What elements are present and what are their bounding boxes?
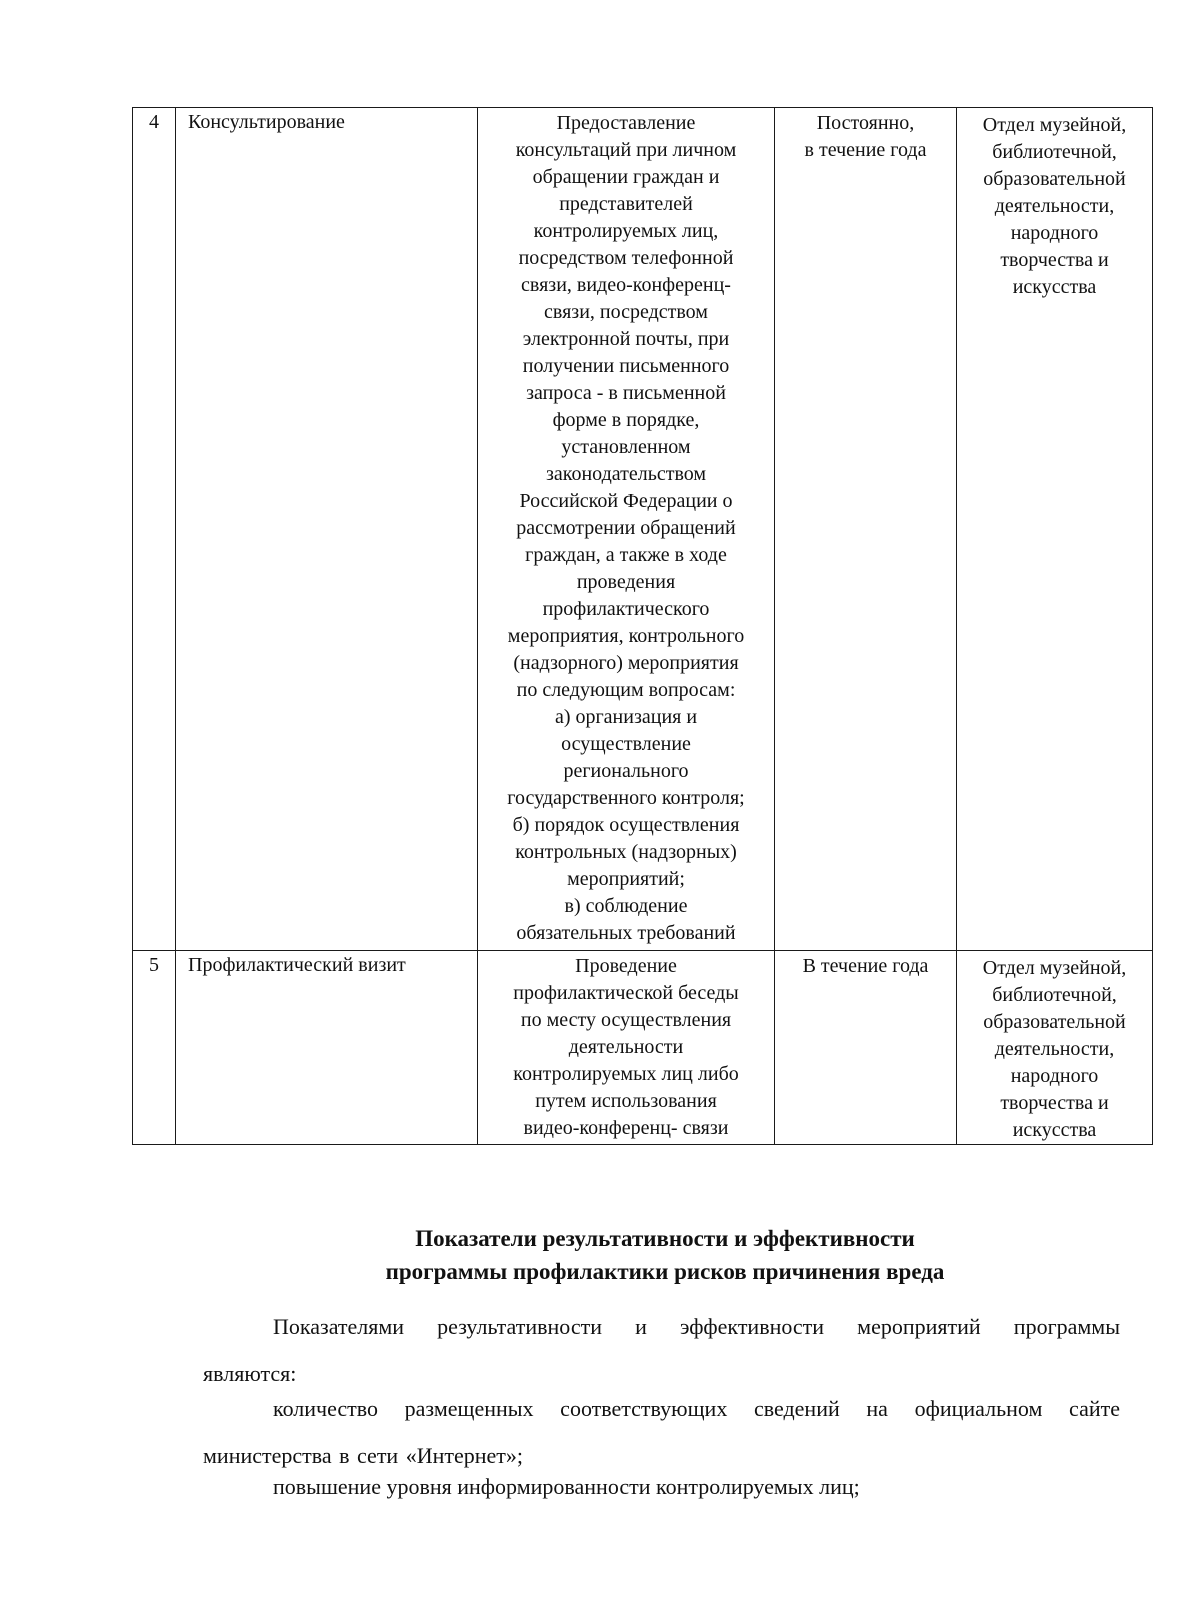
activity-name-cell: Профилактический визит xyxy=(176,951,478,1145)
cell-text-line: установленном xyxy=(561,436,691,458)
cell-text-line: (надзорного) мероприятия xyxy=(513,652,739,674)
cell-text-line: Российской Федерации о xyxy=(519,490,733,512)
cell-text-line: посредством телефонной xyxy=(518,247,734,269)
responsible-department-cell xyxy=(957,951,1153,1145)
activity-description-cell xyxy=(478,951,775,1145)
cell-text-line: Отдел музейной, xyxy=(982,114,1127,136)
cell-text-line: законодательством xyxy=(545,463,707,485)
responsible-department-cell xyxy=(957,108,1153,951)
cell-text-line: по следующим вопросам: xyxy=(516,679,736,701)
activity-timing-cell xyxy=(775,108,957,951)
section-heading-line-2: программы профилактики рисков причинения вреда xyxy=(385,1259,945,1284)
cell-text-line: образовательной xyxy=(983,168,1126,190)
cell-text-line: мероприятий; xyxy=(567,868,685,890)
cell-text-line: мероприятия, контрольного xyxy=(507,625,745,647)
cell-text-line: народного xyxy=(1010,1065,1099,1087)
row-number-cell: 5 xyxy=(133,951,176,1145)
cell-text-line: контролируемых лиц либо xyxy=(513,1063,739,1085)
cell-text-line: искусства xyxy=(1012,1119,1097,1141)
cell-text-line: представителей xyxy=(559,193,693,215)
cell-text-line: в течение года xyxy=(804,139,927,161)
section-heading xyxy=(200,1222,1130,1288)
activities-table xyxy=(132,107,1153,1145)
cell-text-line: рассмотрении обращений xyxy=(516,517,736,539)
cell-text-line: получении письменного xyxy=(522,355,730,377)
cell-text-line: Предоставление xyxy=(556,112,696,134)
cell-text-line: контролируемых лиц, xyxy=(533,220,719,242)
cell-text-line: профилактического xyxy=(542,598,710,620)
cell-text-line: библиотечной, xyxy=(992,141,1117,163)
cell-text-line: образовательной xyxy=(983,1011,1126,1033)
activity-name-cell: Консультирование xyxy=(176,108,478,951)
cell-text-line: связи, видео-конференц- xyxy=(521,274,731,296)
cell-text-line: консультаций при личном xyxy=(515,139,737,161)
cell-text-line: творчества и xyxy=(1000,249,1109,271)
cell-text-line: по месту осуществления xyxy=(520,1009,732,1031)
cell-text-line: обязательных требований xyxy=(516,922,736,944)
cell-text-line: видео-конференц- связи xyxy=(523,1117,729,1139)
cell-text-line: В течение года xyxy=(802,955,929,977)
cell-text-line: Отдел музейной, xyxy=(982,957,1127,979)
cell-text-line: творчества и xyxy=(1000,1092,1109,1114)
cell-text-line: библиотечной, xyxy=(992,984,1117,1006)
cell-text-line: путем использования xyxy=(535,1090,717,1112)
cell-text-line: форме в порядке, xyxy=(552,409,700,431)
cell-text-line: профилактической беседы xyxy=(513,982,739,1004)
cell-text-line: деятельности, xyxy=(994,195,1115,217)
activity-description-cell xyxy=(478,108,775,951)
body-paragraph: Показателями результативности и эффективности мероприятий программы являются: xyxy=(203,1314,1120,1386)
cell-text-line: искусства xyxy=(1012,276,1097,298)
cell-text-line: государственного контроля; xyxy=(507,787,745,809)
section-heading-line-1: Показатели результативности и эффективности xyxy=(415,1226,915,1251)
cell-text-line: осуществление xyxy=(561,733,691,755)
cell-text-line: проведения xyxy=(576,571,676,593)
cell-text-line: запроса - в письменной xyxy=(526,382,726,404)
body-paragraph: количество размещенных соответствующих сведений на официальном сайте министерства в сети «Интернет»; xyxy=(203,1396,1120,1468)
table-row xyxy=(133,108,1153,951)
cell-text-line: граждан, а также в ходе xyxy=(525,544,727,566)
cell-text-line: б) порядок осуществления xyxy=(512,814,740,836)
cell-text-line: в) соблюдение xyxy=(564,895,688,917)
table-row xyxy=(133,951,1153,1145)
cell-text-line: электронной почты, при xyxy=(522,328,730,350)
cell-text-line: Проведение xyxy=(575,955,677,977)
cell-text-line: Постоянно, xyxy=(816,112,915,134)
cell-text-line: контрольных (надзорных) xyxy=(515,841,737,863)
cell-text-line: деятельности, xyxy=(994,1038,1115,1060)
cell-text-line: связи, посредством xyxy=(544,301,708,323)
cell-text-line: народного xyxy=(1010,222,1099,244)
cell-text-line: обращении граждан и xyxy=(532,166,720,188)
row-number-cell: 4 xyxy=(133,108,176,951)
activity-timing-cell xyxy=(775,951,957,1145)
cell-text-line: деятельности xyxy=(568,1036,684,1058)
cell-text-line: регионального xyxy=(563,760,689,782)
cell-text-line: а) организация и xyxy=(554,706,698,728)
body-paragraph: повышение уровня информированности контролируемых лиц; xyxy=(273,1474,860,1499)
